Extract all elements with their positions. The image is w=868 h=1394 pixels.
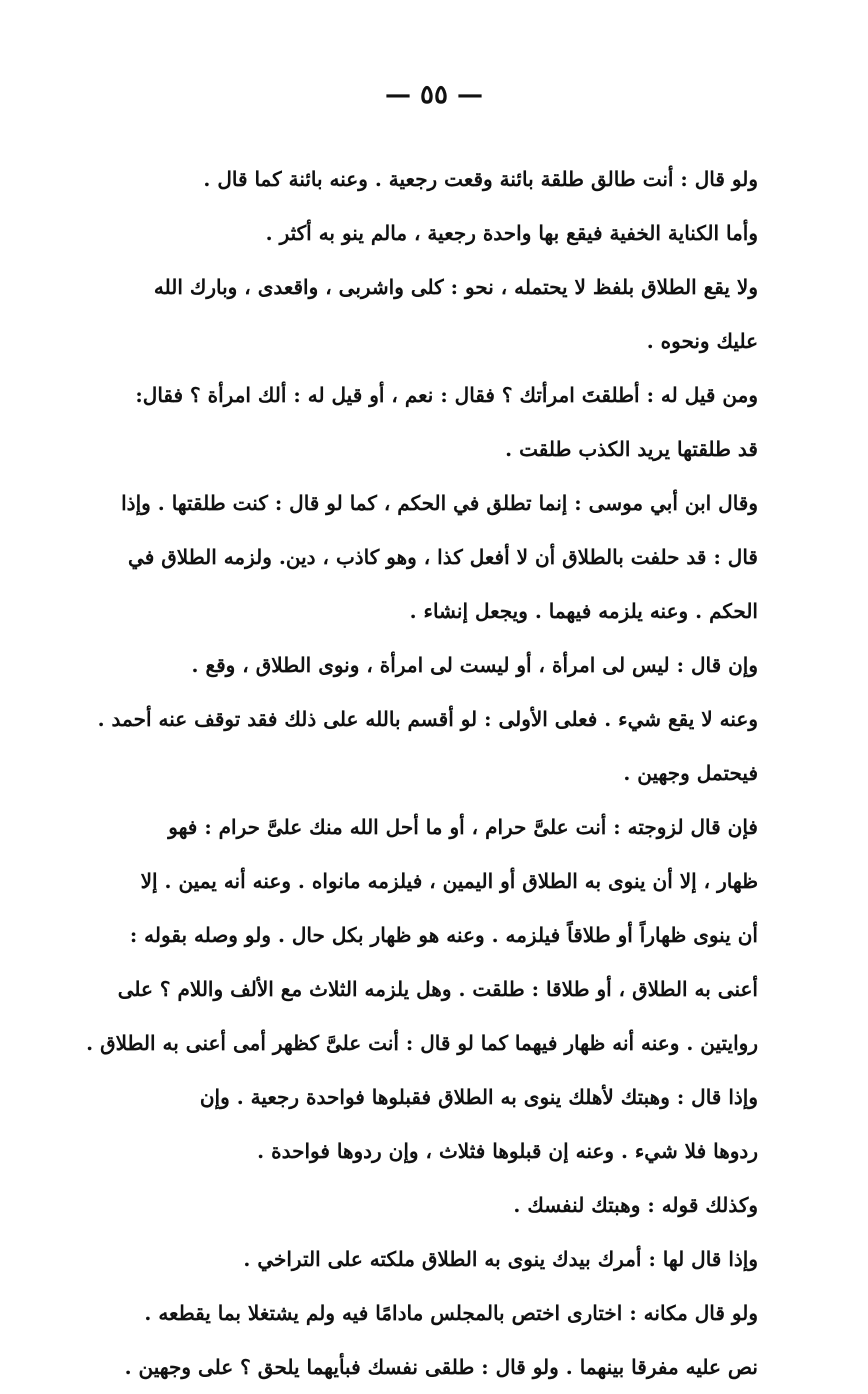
text-line: روايتين . وعنه أنه ظهار فيهما كما لو قال : أنت علىَّ كظهر أمى أعنى به الطلاق . xyxy=(86,1031,758,1055)
text-line: وإذا قال لها : أمرك بيدك ينوى به الطلاق ملكته على التراخي . xyxy=(243,1247,758,1271)
text-line: وقال ابن أبي موسى : إنما تطلق في الحكم ، كما لو قال : كنت طلقتها . وإذا xyxy=(121,491,758,515)
text-line: فيحتمل وجهين . xyxy=(623,761,758,785)
text-line: وعنه لا يقع شيء . فعلى الأولى : لو أقسم بالله على ذلك فقد توقف عنه أحمد . xyxy=(97,707,758,731)
text-line: أن ينوى ظهاراً أو طلاقاً فيلزمه . وعنه هو ظهار بكل حال . ولو وصله بقوله : xyxy=(129,923,758,947)
text-line: ولو قال : أنت طالق طلقة بائنة وقعت رجعية . وعنه بائنة كما قال . xyxy=(203,167,758,191)
text-line: ظهار ، إلا أن ينوى به الطلاق أو اليمين ، فيلزمه مانواه . وعنه أنه يمين . إلا xyxy=(140,869,758,893)
text-line: ولو قال مكانه : اختارى اختص بالمجلس مادامًا فيه ولم يشتغلا بما يقطعه . xyxy=(144,1301,758,1325)
text-line: قد طلقتها يريد الكذب طلقت . xyxy=(505,437,758,461)
text-line: أعنى به الطلاق ، أو طلاقا : طلقت . وهل يلزمه الثلاث مع الألف واللام ؟ على xyxy=(117,977,758,1001)
page-number: — ٥٥ — xyxy=(384,80,484,110)
text-line: نص عليه مفرقا بينهما . ولو قال : طلقى نفسك فبأيهما يلحق ؟ على وجهين . xyxy=(124,1355,758,1379)
text-line: ومن قيل له : أطلقتَ امرأتك ؟ فقال : نعم ، أو قيل له : ألك امرأة ؟ فقال: xyxy=(135,383,758,407)
text-line: الحكم . وعنه يلزمه فيهما . ويجعل إنشاء . xyxy=(409,599,758,623)
text-line: فإن قال لزوجته : أنت علىَّ حرام ، أو ما أحل الله منك علىَّ حرام : فهو xyxy=(168,815,758,839)
text-line: وإن قال : ليس لى امرأة ، أو ليست لى امرأة ، ونوى الطلاق ، وقع . xyxy=(191,653,758,677)
text-line: وكذلك قوله : وهبتك لنفسك . xyxy=(513,1193,758,1217)
text-line: وأما الكناية الخفية فيقع بها واحدة رجعية ، مالم ينو به أكثر . xyxy=(265,221,758,245)
text-line: ولا يقع الطلاق بلفظ لا يحتمله ، نحو : كلى واشربى ، واقعدى ، وبارك الله xyxy=(153,275,758,299)
text-line: قال : قد حلفت بالطلاق أن لا أفعل كذا ، وهو كاذب ، دين. ولزمه الطلاق في xyxy=(128,545,758,569)
text-line: ردوها فلا شيء . وعنه إن قبلوها فثلاث ، وإن ردوها فواحدة . xyxy=(257,1139,758,1163)
text-line: عليك ونحوه . xyxy=(646,329,758,353)
text-line: وإذا قال : وهبتك لأهلك ينوى به الطلاق فقبلوها فواحدة رجعية . وإن xyxy=(199,1085,758,1109)
body-text xyxy=(86,152,758,1394)
